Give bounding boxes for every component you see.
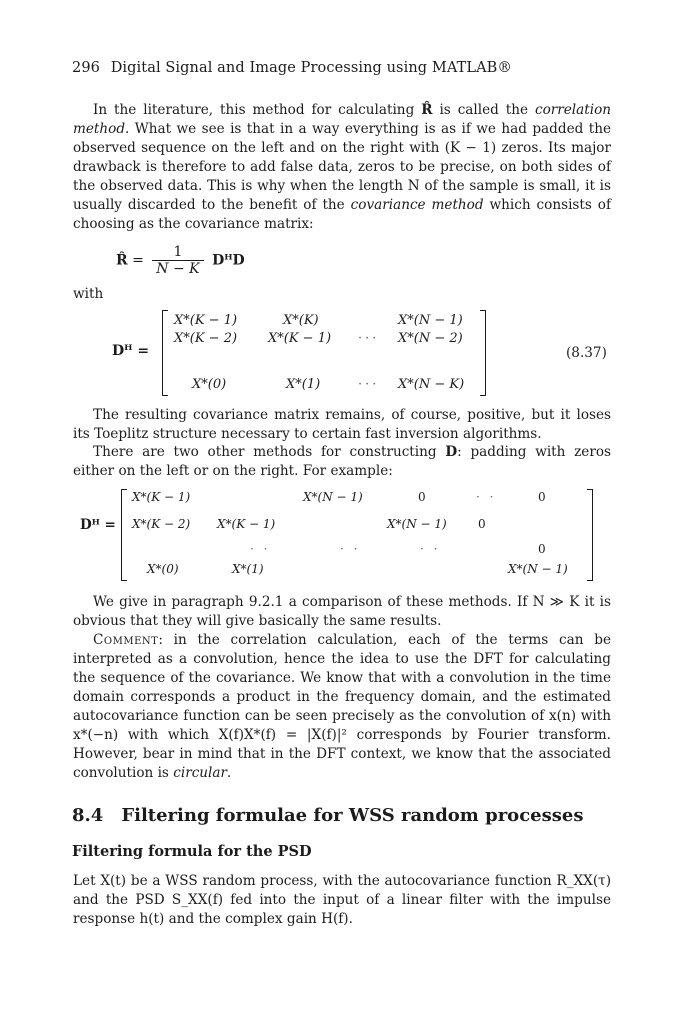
- section-heading: [72, 805, 583, 826]
- document-page: 296 Digital Signal and Image Processing using MATLAB® In the literature, this method for calculating R̂ is called the correlation method. What we see is that in a way everything is as if we had padded the observed sequence on the left and on the right with (K − 1) zeros. Its major drawback is therefore to add false data, zeros to be precise, on both sides of the observed data. This is why when the length N of the sample is small, it is usually discarded to the benefit of the covariance method which consists of choosing as the covariance matrix: R̂ = $\frac{1}{N - K}$ DᴴD with Dᴴ = X*(K − 1) X*(K) X*(N − 1) X*(K − 2) X*(K − 1) ··· X*(N − 2) X*(0) X*(1) ··· X*(N − K) (8.37) The resulting covariance matrix remains, of course, positive, but it loses its Toeplitz structure necessary to certain fast inversion algorithms. There are two other methods for constructing D: padding with zeros either on the left or on the right. For example: Dᴴ = X*(K − 1) X*(N − 1) 0 · · 0 X*(K − 2) X*(K − 1) X*(N − 1) 0 · · · · · · 0 X*(0) X*(1) X*(N − 1) We give in paragraph 9.2.1 a comparison of these methods. If N ≫ K it is obvious that they will give basically the same results. Comment: in the correlation calculation, each of the terms can be interpreted as a convolution, hence the idea to use the DFT for calculating the sequence of the covariance. We know that with a convolution in the time domain corresponds a product in the frequency domain, and the estimated autocovariance function can be seen precisely as the convolution of x(n) with x*(−n) with which X(f)X*(f) = |X(f)|² corresponds by Fourier transform. However, bear in mind that in the DFT context, we know that the associated convolution is circular. 8.4 Filtering formulae for WSS random processes Filtering formula for the PSD Let X(t) be a WSS random process, with the autocovariance function R_XX(τ) and the PSD S_XX(f) fed into the input of a linear filter with the impulse response h(t) and the complex gain H(f).: [72, 60, 612, 927]
- emphasis-correlation-method: correlation method: [73, 102, 612, 137]
- paragraph-correlation-method: In the literature, this method for calculating R̂ is called the correlation method. What we see is that in a way everything is as if we had padded the observed sequence on the left and on the right with (K − 1) zeros. Its major drawback is therefore to add false data, zeros to be precise, on both sides of the observed data. This is why when the length N of the sample is small, it is usually discarded to the benefit of the covariance method which consists of choosing as the covariance matrix:: [73, 102, 612, 232]
- matrix1-lhs: Dᴴ =: [112, 343, 150, 359]
- fraction: $\frac{1}{N - K}$: [152, 244, 203, 277]
- equation-covariance-estimate: R̂ = $\frac{1}{N - K}$ DᴴD: [116, 244, 245, 277]
- paragraph-toeplitz: The resulting covariance matrix remains, of course, positive, but it loses its Toeplitz structure necessary to certain fast inversion algorithms.: [73, 407, 611, 442]
- comment-label: Comment: [93, 632, 159, 648]
- section-title: Filtering formulae for WSS random processes: [121, 805, 584, 826]
- header-title: Digital Signal and Image Processing using MATLAB®: [110, 60, 513, 76]
- equation-label: (8.37): [566, 345, 607, 361]
- running-header: [72, 60, 512, 76]
- with-label: with: [73, 286, 104, 302]
- paragraph-comment: Comment: in the correlation calculation, each of the terms can be interpreted as a convolution, hence the idea to use the DFT for calculating the sequence of the covariance. We know that with a convolution in the time domain corresponds a product in the frequency domain, and the estimated autocovariance function can be seen precisely as the convolution of x(n) with x*(−n) with which X(f)X*(f) = |X(f)|² corresponds by Fourier transform. However, bear in mind that in the DFT context, we know that the associated convolution is circular.: [73, 632, 611, 781]
- paragraph-wss-filter: Let X(t) be a WSS random process, with the autocovariance function R_XX(τ) and the PSD S_XX(f) fed into the input of a linear filter with the impulse response h(t) and the complex gain H(f).: [73, 873, 611, 927]
- page-number: 296: [72, 60, 100, 76]
- right-bracket: [587, 489, 593, 581]
- subsection-heading: Filtering formula for the PSD: [72, 843, 312, 860]
- emphasis-covariance-method: covariance method: [350, 197, 484, 213]
- r-hat-symbol: R̂: [421, 102, 433, 118]
- right-bracket: [480, 310, 486, 396]
- section-number: 8.4: [72, 805, 104, 826]
- paragraph-comparison: We give in paragraph 9.2.1 a comparison of these methods. If N ≫ K it is obvious that they will give basically the same results.: [73, 594, 611, 629]
- d-symbol: D: [445, 444, 458, 460]
- paragraph-padding-methods: There are two other methods for constructing D: padding with zeros either on the left or on the right. For example:: [73, 444, 612, 479]
- emphasis-circular: circular: [173, 765, 228, 781]
- left-bracket: [162, 310, 168, 396]
- left-bracket: [121, 489, 127, 581]
- matrix2-lhs: Dᴴ =: [80, 517, 116, 533]
